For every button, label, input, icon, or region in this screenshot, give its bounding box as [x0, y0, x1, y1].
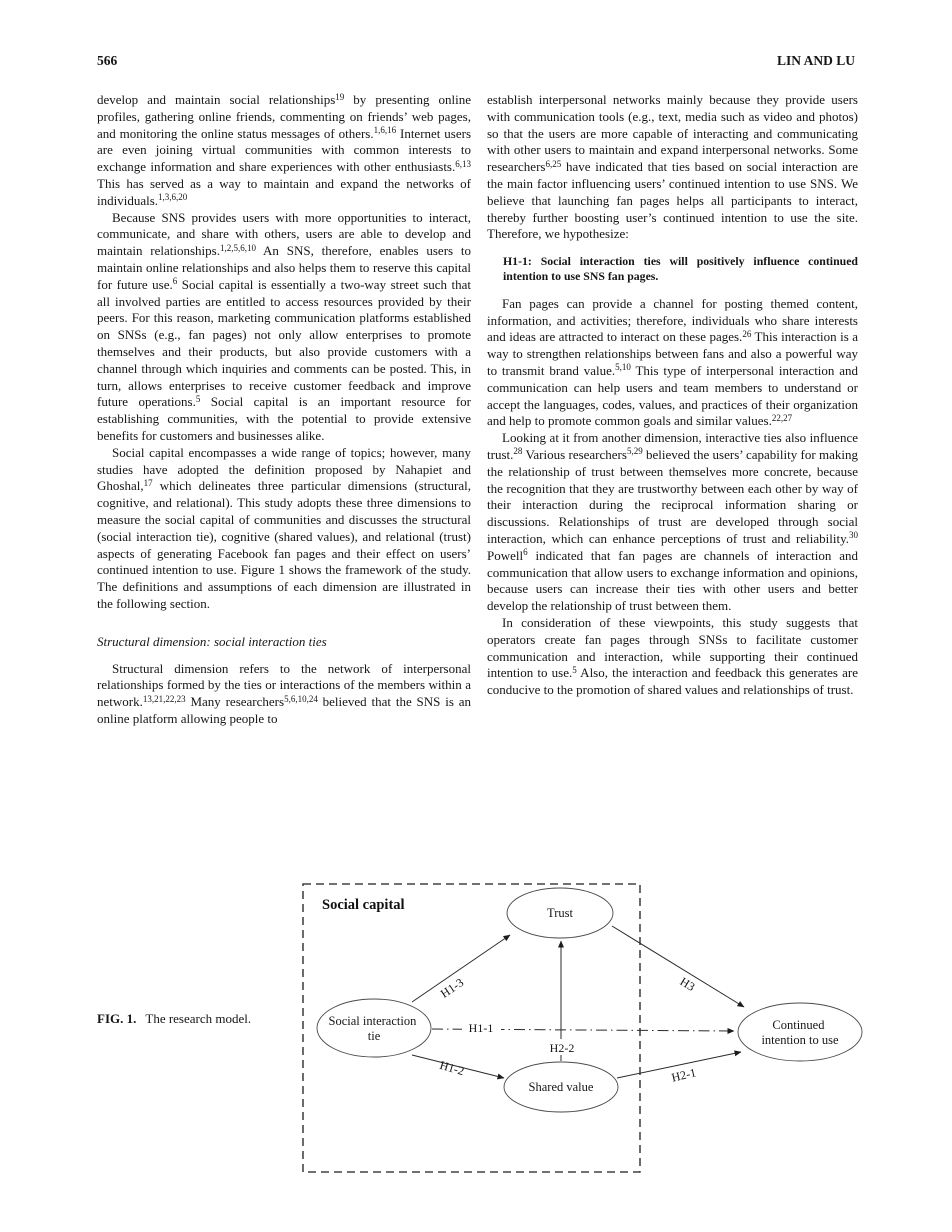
research-model-diagram	[300, 878, 880, 1178]
edge-h1-3-arrow	[412, 935, 510, 1002]
edge-h2-1-label: H2-1	[670, 1065, 698, 1085]
right-column	[487, 92, 858, 699]
edge-h3-arrow	[612, 926, 744, 1007]
paragraph: In consideration of these viewpoints, this study suggests that operators create fan pages through SNSs to facilitate customer communication and interaction, while supporting their continued intention to use.$^5$ Also, the interaction and feedback this generates are conducive to the promotion of shared values and relationships of trust.	[487, 614, 858, 698]
edge-h2-2-label: H2-2	[549, 1041, 575, 1055]
figure-1	[300, 878, 880, 1178]
left-column	[97, 92, 471, 728]
shared-value-node-label: Shared value	[528, 1080, 594, 1094]
figure-caption-text: The research model.	[145, 1011, 252, 1026]
social-interaction-tie-node	[317, 999, 431, 1057]
edge-h1-3-label: H1-3	[437, 975, 467, 1001]
figure-caption	[97, 1011, 251, 1027]
continued-intention-node	[738, 1003, 862, 1061]
paragraph: Fan pages can provide a channel for posting themed content, information, and activities; therefore, individuals who share interests and ideas are attracted to interact on these pages.$^{26}$ This interaction is a way to strengthen relationships between fans and also a powerful way to transmit brand value.$^{5,10}$ This type of interpersonal interaction and communication can help users and team members to understand or accept the languages, codes, values, and practices of their organization and help to promote common goals and similar values.$^{22,27}$	[487, 295, 858, 429]
paragraph: develop and maintain social relationships$^{19}$ by presenting online profiles, gathering online friends, commenting on friends’ web pages, and monitoring the online status messages of others.$^{1,6,16}$ Internet users are even joining virtual communities with common interests to exchange information and share experiences with other enthusiasts.$^{6,13}$ This has served as a way to maintain and expand the networks of individuals.$^{1,3,6,20}$	[97, 91, 471, 208]
paragraph: Because SNS provides users with more opportunities to interact, communicate, and share with others, users are able to develop and maintain relationships.$^{1,2,5,6,10}$ An SNS, therefore, enables users to maintain online relationships and also helps them to reserve this capital for future use.$^6$ Social capital is essentially a two-way street such that all involved parties are entitled to access resources provided by their peers. For this reason, marketing communication platforms established on SNSs (e.g., fan pages) not only allow enterprises to promote themselves and their products, but also provide customers with a channel through which inquiries and comments can be posted. This, in turn, allows enterprises to receive customer feedback and improve future operations.$^5$ Social capital is an important resource for establishing communities, with the potential to provide extensive benefits for customers and businesses alike.	[97, 209, 472, 443]
continued-intention-node-label: Continued intention to use	[761, 1018, 839, 1047]
section-heading: Structural dimension: social interaction ties	[97, 633, 327, 649]
trust-node-label: Trust	[547, 906, 573, 920]
page-number: 566	[97, 53, 118, 68]
edge-h1-1-label: H1-1	[468, 1021, 494, 1035]
page-header	[97, 53, 855, 69]
paragraph: establish interpersonal networks mainly because they provide users with communication tools (e.g., text, media such as video and photos) so that the users are more capable of interacting and communicating with other users to maintain and expand interpersonal networks. Some researchers$^{6,25}$ have indicated that ties based on social interaction are the main factor influencing users’ continued intention to use SNS. We believe that launching fan pages helps all participants to interact, thereby further boosting user’s continued intention to use the site. Therefore, we hypothesize:	[487, 92, 858, 242]
figure-caption-label: FIG. 1.	[97, 1011, 137, 1026]
paragraph: Structural dimension refers to the network of interpersonal relationships formed by the ties or interactions of the members within a network.$^{13,21,22,23}$ Many researchers$^{5,6,10,24}$ believed that the SNS is an online platform allowing people to	[97, 660, 471, 726]
running-head: LIN AND LU	[776, 53, 855, 68]
paragraph: Looking at it from another dimension, interactive ties also influence trust.$^{28}$ Various researchers$^{5,29}$ believed the users’ capability for making the relationship of trust between themselves more concrete, because the recognition that they are trustworthy between each other by way of their interaction during the reciprocal information sharing or discussions. Relationships of trust are developed through social interaction, which can enhance perceptions of trust and reliability.$^{30}$ Powell$^6$ indicated that fan pages are channels of interaction and communication that allow users to exchange information and opinions, because users can increase their ties with other users and better develop the relationship of trust between them.	[487, 430, 858, 614]
edge-h3-label: H3	[677, 974, 698, 994]
social-capital-label: Social capital	[322, 897, 405, 913]
paragraph: Social capital encompasses a wide range of topics; however, many studies have adopted the definition proposed by Nahapiet and Ghoshal,$^{17}$ which delineates three particular dimensions (structural, cognitive, and relational). This study adopts these three dimensions to measure the social capital of communities and discusses the structural (social interaction tie), cognitive (shared values), and relational (trust) aspects of generating Facebook fan pages and their effect on users’ continued intention to use. Figure 1 shows the framework of the study. The definitions and assumptions of each dimension are illustrated in the following section.	[97, 444, 471, 611]
social-interaction-tie-node-label: Social interaction tie	[328, 1014, 417, 1043]
edge-h1-2-label: H1-2	[438, 1057, 466, 1079]
hypothesis-h1-1: H1-1: Social interaction ties will positively influence continued intention to use SNS fan pages.	[503, 254, 858, 283]
